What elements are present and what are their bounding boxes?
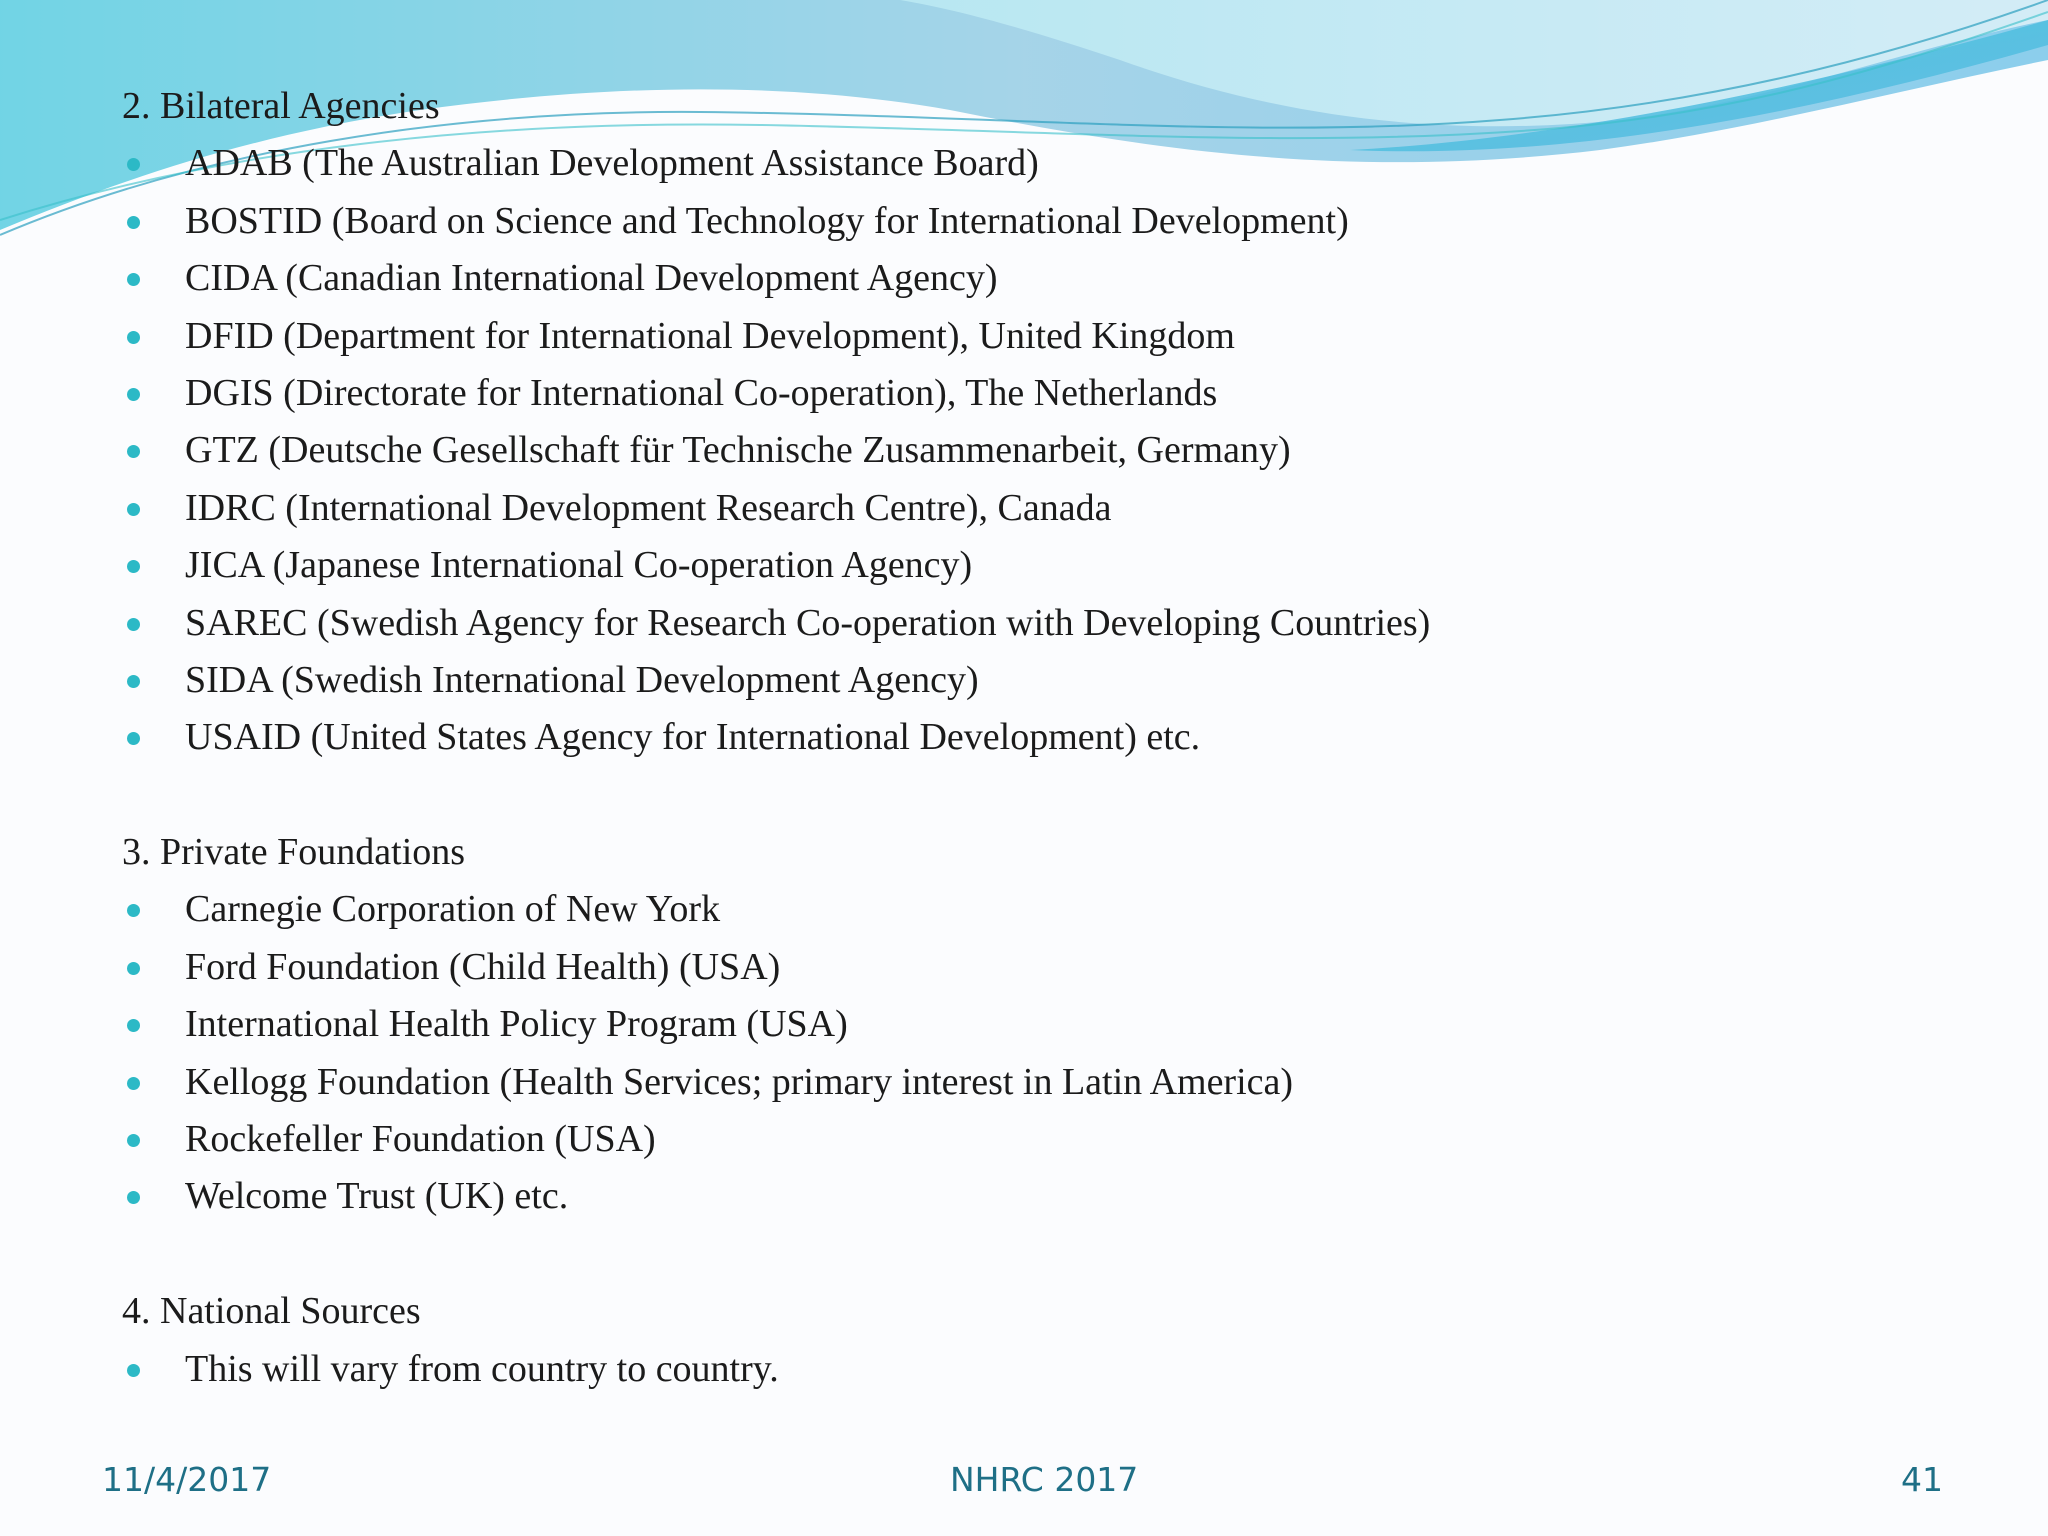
- list-item-text: USAID (United States Agency for International Development) etc.: [185, 716, 1201, 759]
- list-item-text: CIDA (Canadian International Development Agency): [185, 257, 998, 300]
- list-item-text: GTZ (Deutsche Gesellschaft für Technische Zusammenarbeit, Germany): [185, 429, 1291, 472]
- slide-page-number: 41: [1901, 1460, 1943, 1499]
- bullet-icon: [127, 732, 140, 745]
- list-item-text: BOSTID (Board on Science and Technology for International Development): [185, 199, 1349, 242]
- footer-date: 11/4/2017: [102, 1460, 272, 1499]
- bullet-icon: [127, 962, 140, 975]
- section-spacer: [122, 767, 1982, 824]
- list-item-text: SIDA (Swedish International Development Agency): [185, 658, 979, 701]
- bullet-icon: [127, 618, 140, 631]
- list-item: [122, 1341, 1982, 1398]
- bullet-icon: [127, 331, 140, 344]
- bullet-icon: [127, 1134, 140, 1147]
- list-item-text: Rockefeller Foundation (USA): [185, 1118, 656, 1161]
- list-item-text: DFID (Department for International Development), United Kingdom: [185, 314, 1235, 357]
- list-item-text: SAREC (Swedish Agency for Research Co-operation with Developing Countries): [185, 601, 1431, 644]
- list-item: [122, 939, 1982, 996]
- list-item: [122, 1168, 1982, 1225]
- list-item: [122, 881, 1982, 938]
- list-item: [122, 422, 1982, 479]
- bullet-icon: [127, 503, 140, 516]
- bullet-icon: [127, 388, 140, 401]
- list-item-text: This will vary from country to country.: [185, 1347, 779, 1390]
- list-item: [122, 193, 1982, 250]
- list-item-text: IDRC (International Development Research Centre), Canada: [185, 486, 1112, 529]
- list-item: [122, 652, 1982, 709]
- list-item-text: Ford Foundation (Child Health) (USA): [185, 945, 781, 988]
- list-item: [122, 1054, 1982, 1111]
- list-item: [122, 308, 1982, 365]
- bullet-icon: [127, 1019, 140, 1032]
- bullet-icon: [127, 273, 140, 286]
- list-item: [122, 250, 1982, 307]
- bullet-icon: [127, 1077, 140, 1090]
- list-item-text: DGIS (Directorate for International Co-operation), The Netherlands: [185, 371, 1218, 414]
- section-spacer: [122, 1226, 1982, 1283]
- list-item: [122, 1111, 1982, 1168]
- bullet-icon: [127, 675, 140, 688]
- footer-center-text: NHRC 2017: [950, 1460, 1139, 1499]
- bullet-icon: [127, 1364, 140, 1377]
- list-item: [122, 135, 1982, 192]
- bullet-icon: [127, 445, 140, 458]
- section-heading-national-sources: 4. National Sources: [122, 1290, 421, 1333]
- bullet-icon: [127, 216, 140, 229]
- list-item-text: JICA (Japanese International Co-operation Agency): [185, 544, 973, 587]
- list-item-text: ADAB (The Australian Development Assistance Board): [185, 142, 1039, 185]
- list-item-text: Kellogg Foundation (Health Services; primary interest in Latin America): [185, 1060, 1294, 1103]
- list-item: [122, 709, 1982, 766]
- bullet-icon: [127, 904, 140, 917]
- list-item: [122, 480, 1982, 537]
- list-item: [122, 365, 1982, 422]
- bullet-icon: [127, 158, 140, 171]
- section-heading-bilateral: 2. Bilateral Agencies: [122, 85, 440, 127]
- slide-body: [122, 78, 1982, 1398]
- bullet-icon: [127, 1191, 140, 1204]
- list-item: [122, 595, 1982, 652]
- list-item-text: Carnegie Corporation of New York: [185, 888, 721, 931]
- section-heading-private-foundations: 3. Private Foundations: [122, 831, 466, 874]
- bullet-icon: [127, 560, 140, 573]
- list-item-text: International Health Policy Program (USA): [185, 1003, 848, 1046]
- list-item: [122, 537, 1982, 594]
- list-item-text: Welcome Trust (UK) etc.: [185, 1175, 569, 1218]
- list-item: [122, 996, 1982, 1053]
